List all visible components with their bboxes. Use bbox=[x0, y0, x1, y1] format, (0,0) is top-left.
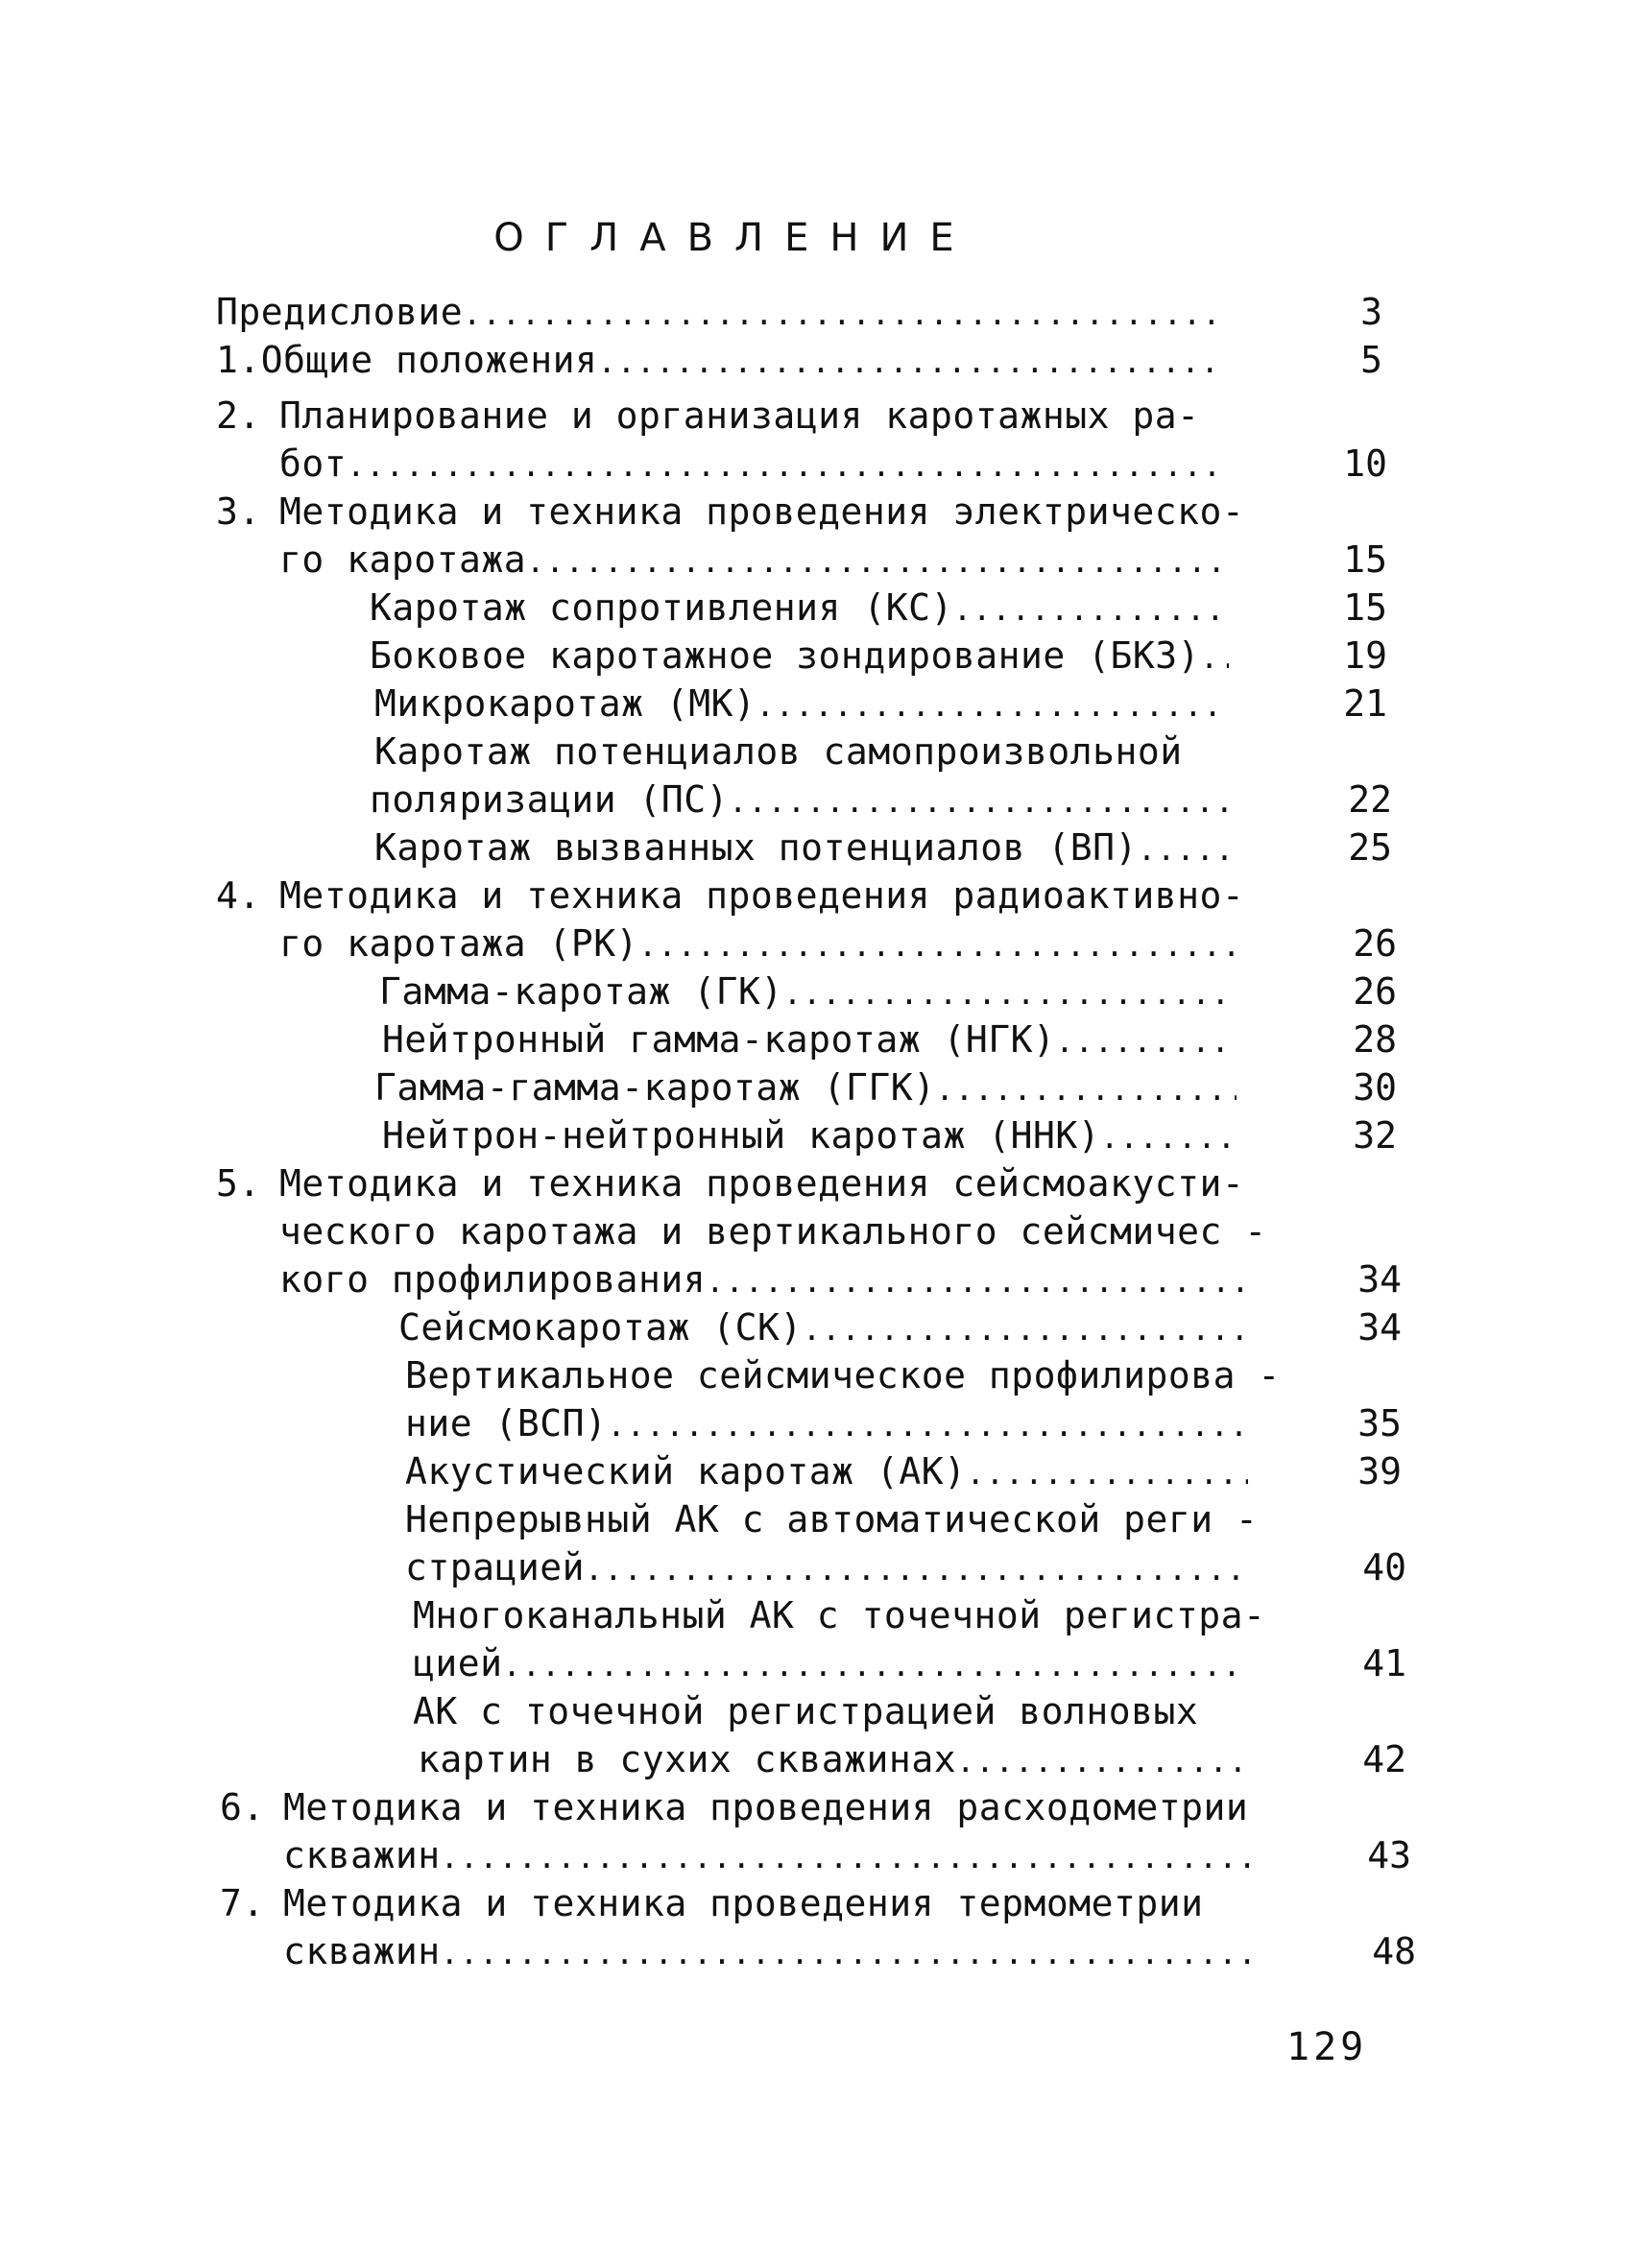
dot-leader bbox=[638, 921, 1234, 969]
toc-entry: 2. Планирование и организация каротажных ра- bbox=[216, 392, 1200, 440]
chapter-number: 7. bbox=[220, 1882, 265, 1924]
toc-entry: Каротаж вызванных потенциалов (ВП) ..... bbox=[374, 824, 1229, 871]
toc-page-number: 25 bbox=[1348, 826, 1392, 869]
toc-entry: Непрерывный АК с автоматической реги - bbox=[405, 1498, 1259, 1540]
toc-entry: скважин ..... bbox=[283, 1831, 1253, 1879]
toc-page-number: 42 bbox=[1362, 1738, 1406, 1780]
toc-entry: цией ..... bbox=[413, 1639, 1248, 1687]
dot-leader bbox=[503, 1641, 1248, 1689]
toc-page-number: 26 bbox=[1353, 922, 1397, 965]
toc-entry: 1. Общие положения ..... bbox=[216, 336, 1219, 384]
dot-leader bbox=[956, 1737, 1253, 1785]
toc-entry: страцией ..... bbox=[405, 1543, 1248, 1591]
toc-page-number: 30 bbox=[1353, 1066, 1397, 1109]
toc-page-number: 32 bbox=[1353, 1114, 1397, 1157]
toc-page-number: 39 bbox=[1357, 1450, 1402, 1492]
dot-leader bbox=[463, 290, 1219, 338]
toc-entry: Нейтрон-нейтронный каротаж (ННК) ..... bbox=[382, 1111, 1237, 1159]
toc-entry: 3. Методика и техника проведения электрическо- bbox=[216, 488, 1244, 536]
dot-leader bbox=[607, 1401, 1248, 1449]
toc-entry: Гамма-каротаж (ГК) ..... bbox=[379, 967, 1234, 1015]
chapter-number: 3. bbox=[216, 490, 261, 533]
toc-page-number: 5 bbox=[1360, 339, 1382, 381]
page-title: ОГЛАВЛЕНИЕ bbox=[493, 216, 975, 260]
toc-entry: АК с точечной регистрацией волновых bbox=[413, 1690, 1199, 1732]
dot-leader bbox=[347, 442, 1219, 489]
chapter-number: 6. bbox=[220, 1786, 265, 1828]
toc-entry: кого профилирования ..... bbox=[279, 1255, 1248, 1303]
toc-entry: Гамма-гамма-каротаж (ГГК) ..... bbox=[374, 1063, 1237, 1111]
toc-page-number: 43 bbox=[1367, 1834, 1411, 1876]
toc-entry: Нейтронный гамма-каротаж (НГК) ..... bbox=[382, 1015, 1237, 1063]
toc-page-number: 26 bbox=[1353, 970, 1397, 1013]
dot-leader bbox=[441, 1929, 1253, 1977]
dot-leader bbox=[953, 585, 1224, 633]
chapter-number: 5. bbox=[216, 1162, 261, 1205]
toc-page-number: 35 bbox=[1357, 1402, 1402, 1444]
toc-entry: Предисловие ..... bbox=[216, 288, 1219, 336]
toc-page-number: 40 bbox=[1362, 1546, 1406, 1588]
toc-entry: 7. Методика и техника проведения термометрии bbox=[220, 1879, 1204, 1927]
toc-entry: скважин ..... bbox=[283, 1927, 1253, 1975]
toc-entry: Боковое каротажное зондирование (БКЗ) ..... bbox=[370, 632, 1229, 680]
toc-page-number: 22 bbox=[1348, 778, 1392, 821]
chapter-number: 1. bbox=[216, 339, 261, 381]
dot-leader bbox=[1100, 1113, 1237, 1161]
chapter-number: 4. bbox=[216, 874, 261, 917]
dot-leader bbox=[1200, 633, 1229, 681]
toc-entry: картин в сухих скважинах ..... bbox=[418, 1735, 1253, 1783]
toc-page-number: 15 bbox=[1343, 586, 1387, 629]
dot-leader bbox=[783, 969, 1234, 1017]
toc-entry: 6. Методика и техника проведения расходометрии bbox=[220, 1783, 1248, 1831]
dot-leader bbox=[756, 681, 1224, 729]
dot-leader bbox=[935, 1065, 1237, 1113]
toc-page-number: 41 bbox=[1362, 1642, 1406, 1684]
toc-page-number: 21 bbox=[1343, 682, 1387, 725]
dot-leader bbox=[706, 1257, 1248, 1305]
dot-leader bbox=[1055, 1017, 1237, 1065]
toc-page-number: 34 bbox=[1357, 1306, 1402, 1349]
toc-entry: 4. Методика и техника проведения радиоактивно- bbox=[216, 871, 1244, 919]
toc-entry: бот ..... bbox=[279, 440, 1219, 488]
toc-entry: 5. Методика и техника проведения сейсмоакусти- bbox=[216, 1159, 1244, 1207]
dot-leader bbox=[966, 1449, 1248, 1497]
toc-page-number: 28 bbox=[1353, 1018, 1397, 1061]
toc-page-number: 19 bbox=[1343, 634, 1387, 677]
dot-leader bbox=[729, 777, 1229, 825]
chapter-number: 2. bbox=[216, 394, 261, 437]
toc-entry: Микрокаротаж (МК) ..... bbox=[374, 680, 1224, 728]
toc-page-number: 34 bbox=[1357, 1258, 1402, 1301]
toc-page-number: 15 bbox=[1343, 538, 1387, 581]
toc-entry: Многоканальный АК с точечной регистра- bbox=[413, 1594, 1266, 1636]
page-number: 129 bbox=[1286, 2025, 1368, 2069]
toc-page-number: 10 bbox=[1343, 442, 1387, 485]
dot-leader bbox=[597, 338, 1219, 386]
toc-page-number: 3 bbox=[1360, 291, 1382, 333]
toc-entry: ние (ВСП) ..... bbox=[405, 1399, 1248, 1447]
toc-entry: Вертикальное сейсмическое профилирова - bbox=[405, 1354, 1281, 1397]
dot-leader bbox=[1138, 825, 1229, 873]
toc-entry: го каротажа ..... bbox=[279, 536, 1219, 584]
toc-entry: поляризации (ПС) ..... bbox=[370, 776, 1229, 824]
toc-entry: Каротаж потенциалов самопроизвольной bbox=[374, 730, 1183, 773]
dot-leader bbox=[803, 1305, 1248, 1353]
toc-entry: Акустический каротаж (АК) ..... bbox=[405, 1447, 1248, 1495]
toc-entry: Каротаж сопротивления (КС) ..... bbox=[370, 584, 1224, 632]
toc-entry: Сейсмокаротаж (СК) ..... bbox=[398, 1303, 1248, 1351]
dot-leader bbox=[441, 1833, 1253, 1881]
toc-page-number: 48 bbox=[1372, 1930, 1416, 1972]
toc-entry: го каротажа (РК) ..... bbox=[279, 919, 1234, 967]
dot-leader bbox=[585, 1545, 1248, 1593]
dot-leader bbox=[526, 537, 1219, 585]
toc-entry: ческого каротажа и вертикального сейсмичес - bbox=[279, 1210, 1267, 1253]
